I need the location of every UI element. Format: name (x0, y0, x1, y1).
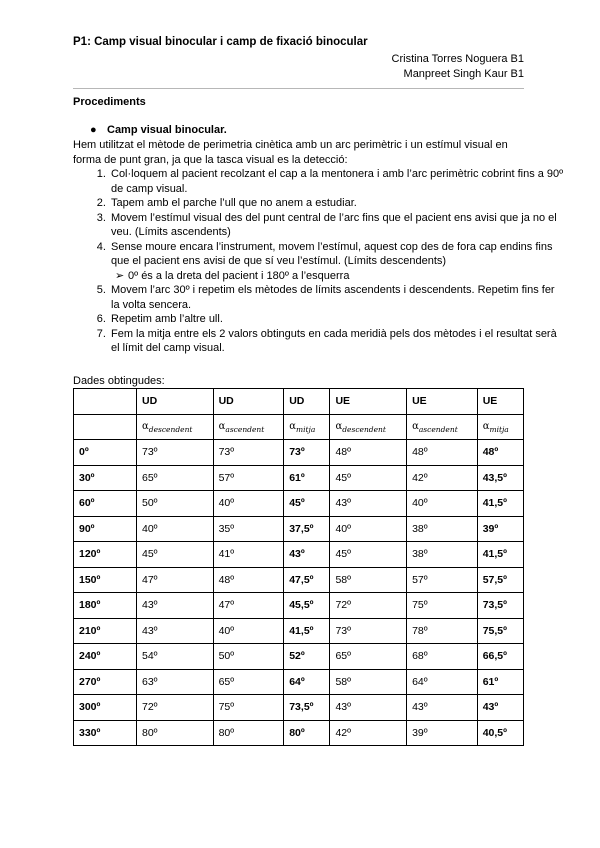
table-row (74, 669, 524, 695)
subheader-subscript: descendent (148, 424, 193, 434)
bullet-heading-text: Camp visual binocular. (107, 124, 227, 136)
table-cell: 47º (213, 593, 284, 619)
table-cell: 73,5º (284, 695, 330, 721)
table-cell: 72º (137, 695, 214, 721)
author-2: Manpreet Singh Kaur B1 (403, 67, 524, 80)
table-cell: 73º (213, 440, 284, 466)
table-cell: 41,5º (477, 491, 523, 517)
table-cell: 330º (74, 720, 137, 746)
table-cell: 43º (330, 491, 407, 517)
table-cell: 73º (137, 440, 214, 466)
table-cell: 38º (407, 516, 478, 542)
subheader-cell (284, 414, 330, 440)
eye-header-cell: UD (213, 389, 284, 415)
table-cell: 30º (74, 465, 137, 491)
table-cell: 57,5º (477, 567, 523, 593)
table-cell: 40º (137, 516, 214, 542)
table-cell: 57º (213, 465, 284, 491)
subheader-cell (330, 414, 407, 440)
step-item: 5. Movem l’arc 30º i repetim els mètodes de límits ascendents i descendents. Repetim fins fer la volta sencera. (109, 283, 564, 312)
table-cell: 41,5º (477, 542, 523, 568)
arrow-bullet-icon: ➢ (115, 269, 125, 282)
table-cell: 43º (137, 618, 214, 644)
table-header-row (74, 389, 524, 415)
table-cell: 40,5º (477, 720, 523, 746)
subheader-subscript: ascendent (418, 424, 458, 434)
step-item: 7. Fem la mitja entre els 2 valors obtinguts en cada meridià pels dos mètodes i el resultat serà el límit del camp visual. (109, 327, 564, 356)
bullet-heading (90, 124, 227, 136)
table-cell: 47º (137, 567, 214, 593)
table-cell: 45º (137, 542, 214, 568)
table-cell: 78º (407, 618, 478, 644)
table-cell: 240º (74, 644, 137, 670)
table-row (74, 516, 524, 542)
table-row (74, 465, 524, 491)
horizontal-divider (73, 88, 524, 89)
table-cell: 43º (407, 695, 478, 721)
table-cell: 40º (330, 516, 407, 542)
table-cell: 80º (284, 720, 330, 746)
table-cell: 43º (137, 593, 214, 619)
table-cell: 43º (330, 695, 407, 721)
alpha-symbol: α (142, 420, 149, 432)
table-subheader-row (74, 414, 524, 440)
table-cell: 43,5º (477, 465, 523, 491)
table-cell: 42º (330, 720, 407, 746)
table-cell: 120º (74, 542, 137, 568)
document-title: P1: Camp visual binocular i camp de fixació binocular (73, 36, 368, 48)
table-cell: 48º (407, 440, 478, 466)
data-table (73, 388, 524, 746)
table-cell: 40º (213, 491, 284, 517)
table-cell: 65º (330, 644, 407, 670)
step-item: 6. Repetim amb l’altre ull. (109, 312, 564, 327)
table-cell: 0º (74, 440, 137, 466)
table-cell: 57º (407, 567, 478, 593)
data-label: Dades obtingudes: (73, 375, 165, 387)
table-cell: 48º (477, 440, 523, 466)
table-cell: 40º (407, 491, 478, 517)
table-cell: 90º (74, 516, 137, 542)
table-cell: 48º (213, 567, 284, 593)
eye-header-cell: UD (137, 389, 214, 415)
table-cell: 45º (330, 465, 407, 491)
table-cell: 61º (284, 465, 330, 491)
intro-paragraph: Hem utilitzat el mètode de perimetria cinètica amb un arc perimètric i un estímul visual en forma de punt gran, ja que la tasca visual es la detecció: (73, 139, 508, 166)
table-cell: 45,5º (284, 593, 330, 619)
table-row (74, 567, 524, 593)
alpha-symbol: α (218, 420, 226, 432)
eye-header-cell: UE (330, 389, 407, 415)
bullet-dot-icon: ● (90, 124, 97, 136)
subheader-subscript: descendent (342, 424, 386, 434)
table-row (74, 695, 524, 721)
table-cell: 60º (74, 491, 137, 517)
table-cell: 48º (330, 440, 407, 466)
table-cell: 58º (330, 669, 407, 695)
table-cell: 73,5º (477, 593, 523, 619)
eye-header-cell: UE (407, 389, 478, 415)
author-1: Cristina Torres Noguera B1 (391, 53, 524, 65)
table-cell: 150º (74, 567, 137, 593)
table-cell: 73º (284, 440, 330, 466)
step-note (111, 269, 564, 284)
table-cell: 41,5º (284, 618, 330, 644)
table-cell: 210º (74, 618, 137, 644)
table-cell: 72º (330, 593, 407, 619)
table-row (74, 644, 524, 670)
table-cell: 38º (407, 542, 478, 568)
table-cell: 50º (137, 491, 214, 517)
subheader-subscript: mitja (295, 424, 316, 434)
table-cell: 39º (477, 516, 523, 542)
table-row (74, 618, 524, 644)
table-cell: 42º (407, 465, 478, 491)
subheader-subscript: ascendent (225, 424, 265, 434)
subheader-cell (213, 414, 284, 440)
table-cell: 75º (407, 593, 478, 619)
procedure-steps (73, 167, 564, 356)
table-cell: 300º (74, 695, 137, 721)
subheader-subscript: mitja (489, 424, 509, 434)
table-row (74, 720, 524, 746)
eye-header-cell: UD (284, 389, 330, 415)
table-cell: 65º (213, 669, 284, 695)
table-cell: 41º (213, 542, 284, 568)
table-cell: 66,5º (477, 644, 523, 670)
alpha-symbol: α (412, 420, 419, 432)
table-row (74, 593, 524, 619)
table-cell: 58º (330, 567, 407, 593)
step-text: Sense moure encara l’instrument, movem l’estímul, aquest cop des de fora cap endins fins que el pacient ens avisi de que sí veu l’estímul. (Límits descendents) (111, 240, 553, 267)
subheader-cell (74, 414, 137, 440)
table-cell: 80º (137, 720, 214, 746)
table-cell: 54º (137, 644, 214, 670)
table-cell: 50º (213, 644, 284, 670)
step-item (109, 240, 564, 284)
table-cell: 80º (213, 720, 284, 746)
table-cell: 64º (284, 669, 330, 695)
table-cell: 35º (213, 516, 284, 542)
table-cell: 73º (330, 618, 407, 644)
step-item: 3. Movem l’estímul visual des del punt central de l’arc fins que el pacient ens avisi que ja no el veu. (Límits ascendents) (109, 211, 564, 240)
alpha-symbol: α (482, 420, 490, 432)
table-cell: 64º (407, 669, 478, 695)
section-title: Procediments (73, 96, 146, 108)
subheader-cell (407, 414, 478, 440)
data-table-body (74, 389, 524, 746)
table-cell: 45º (330, 542, 407, 568)
table-cell: 180º (74, 593, 137, 619)
table-cell: 52º (284, 644, 330, 670)
table-row (74, 542, 524, 568)
table-cell: 43º (477, 695, 523, 721)
table-row (74, 440, 524, 466)
step-item: 2. Tapem amb el parche l’ull que no anem a estudiar. (109, 196, 564, 211)
table-cell: 75º (213, 695, 284, 721)
table-cell: 65º (137, 465, 214, 491)
table-row (74, 491, 524, 517)
step-item: 1. Col·loquem al pacient recolzant el cap a la mentonera i amb l’arc perimètric cobrint fins a 90º de camp visual. (109, 167, 564, 196)
table-cell: 43º (284, 542, 330, 568)
subheader-cell (137, 414, 214, 440)
table-cell: 40º (213, 618, 284, 644)
table-cell: 39º (407, 720, 478, 746)
table-cell: 61º (477, 669, 523, 695)
subheader-cell (477, 414, 523, 440)
table-cell: 270º (74, 669, 137, 695)
alpha-symbol: α (289, 420, 296, 432)
table-cell: 45º (284, 491, 330, 517)
table-cell: 75,5º (477, 618, 523, 644)
eye-header-cell (74, 389, 137, 415)
table-cell: 47,5º (284, 567, 330, 593)
authors-block (392, 52, 524, 81)
eye-header-cell: UE (477, 389, 523, 415)
table-cell: 63º (137, 669, 214, 695)
alpha-symbol: α (335, 420, 343, 432)
table-cell: 37,5º (284, 516, 330, 542)
step-note-text: 0º és a la dreta del pacient i 180º a l’esquerra (128, 269, 350, 282)
table-cell: 68º (407, 644, 478, 670)
